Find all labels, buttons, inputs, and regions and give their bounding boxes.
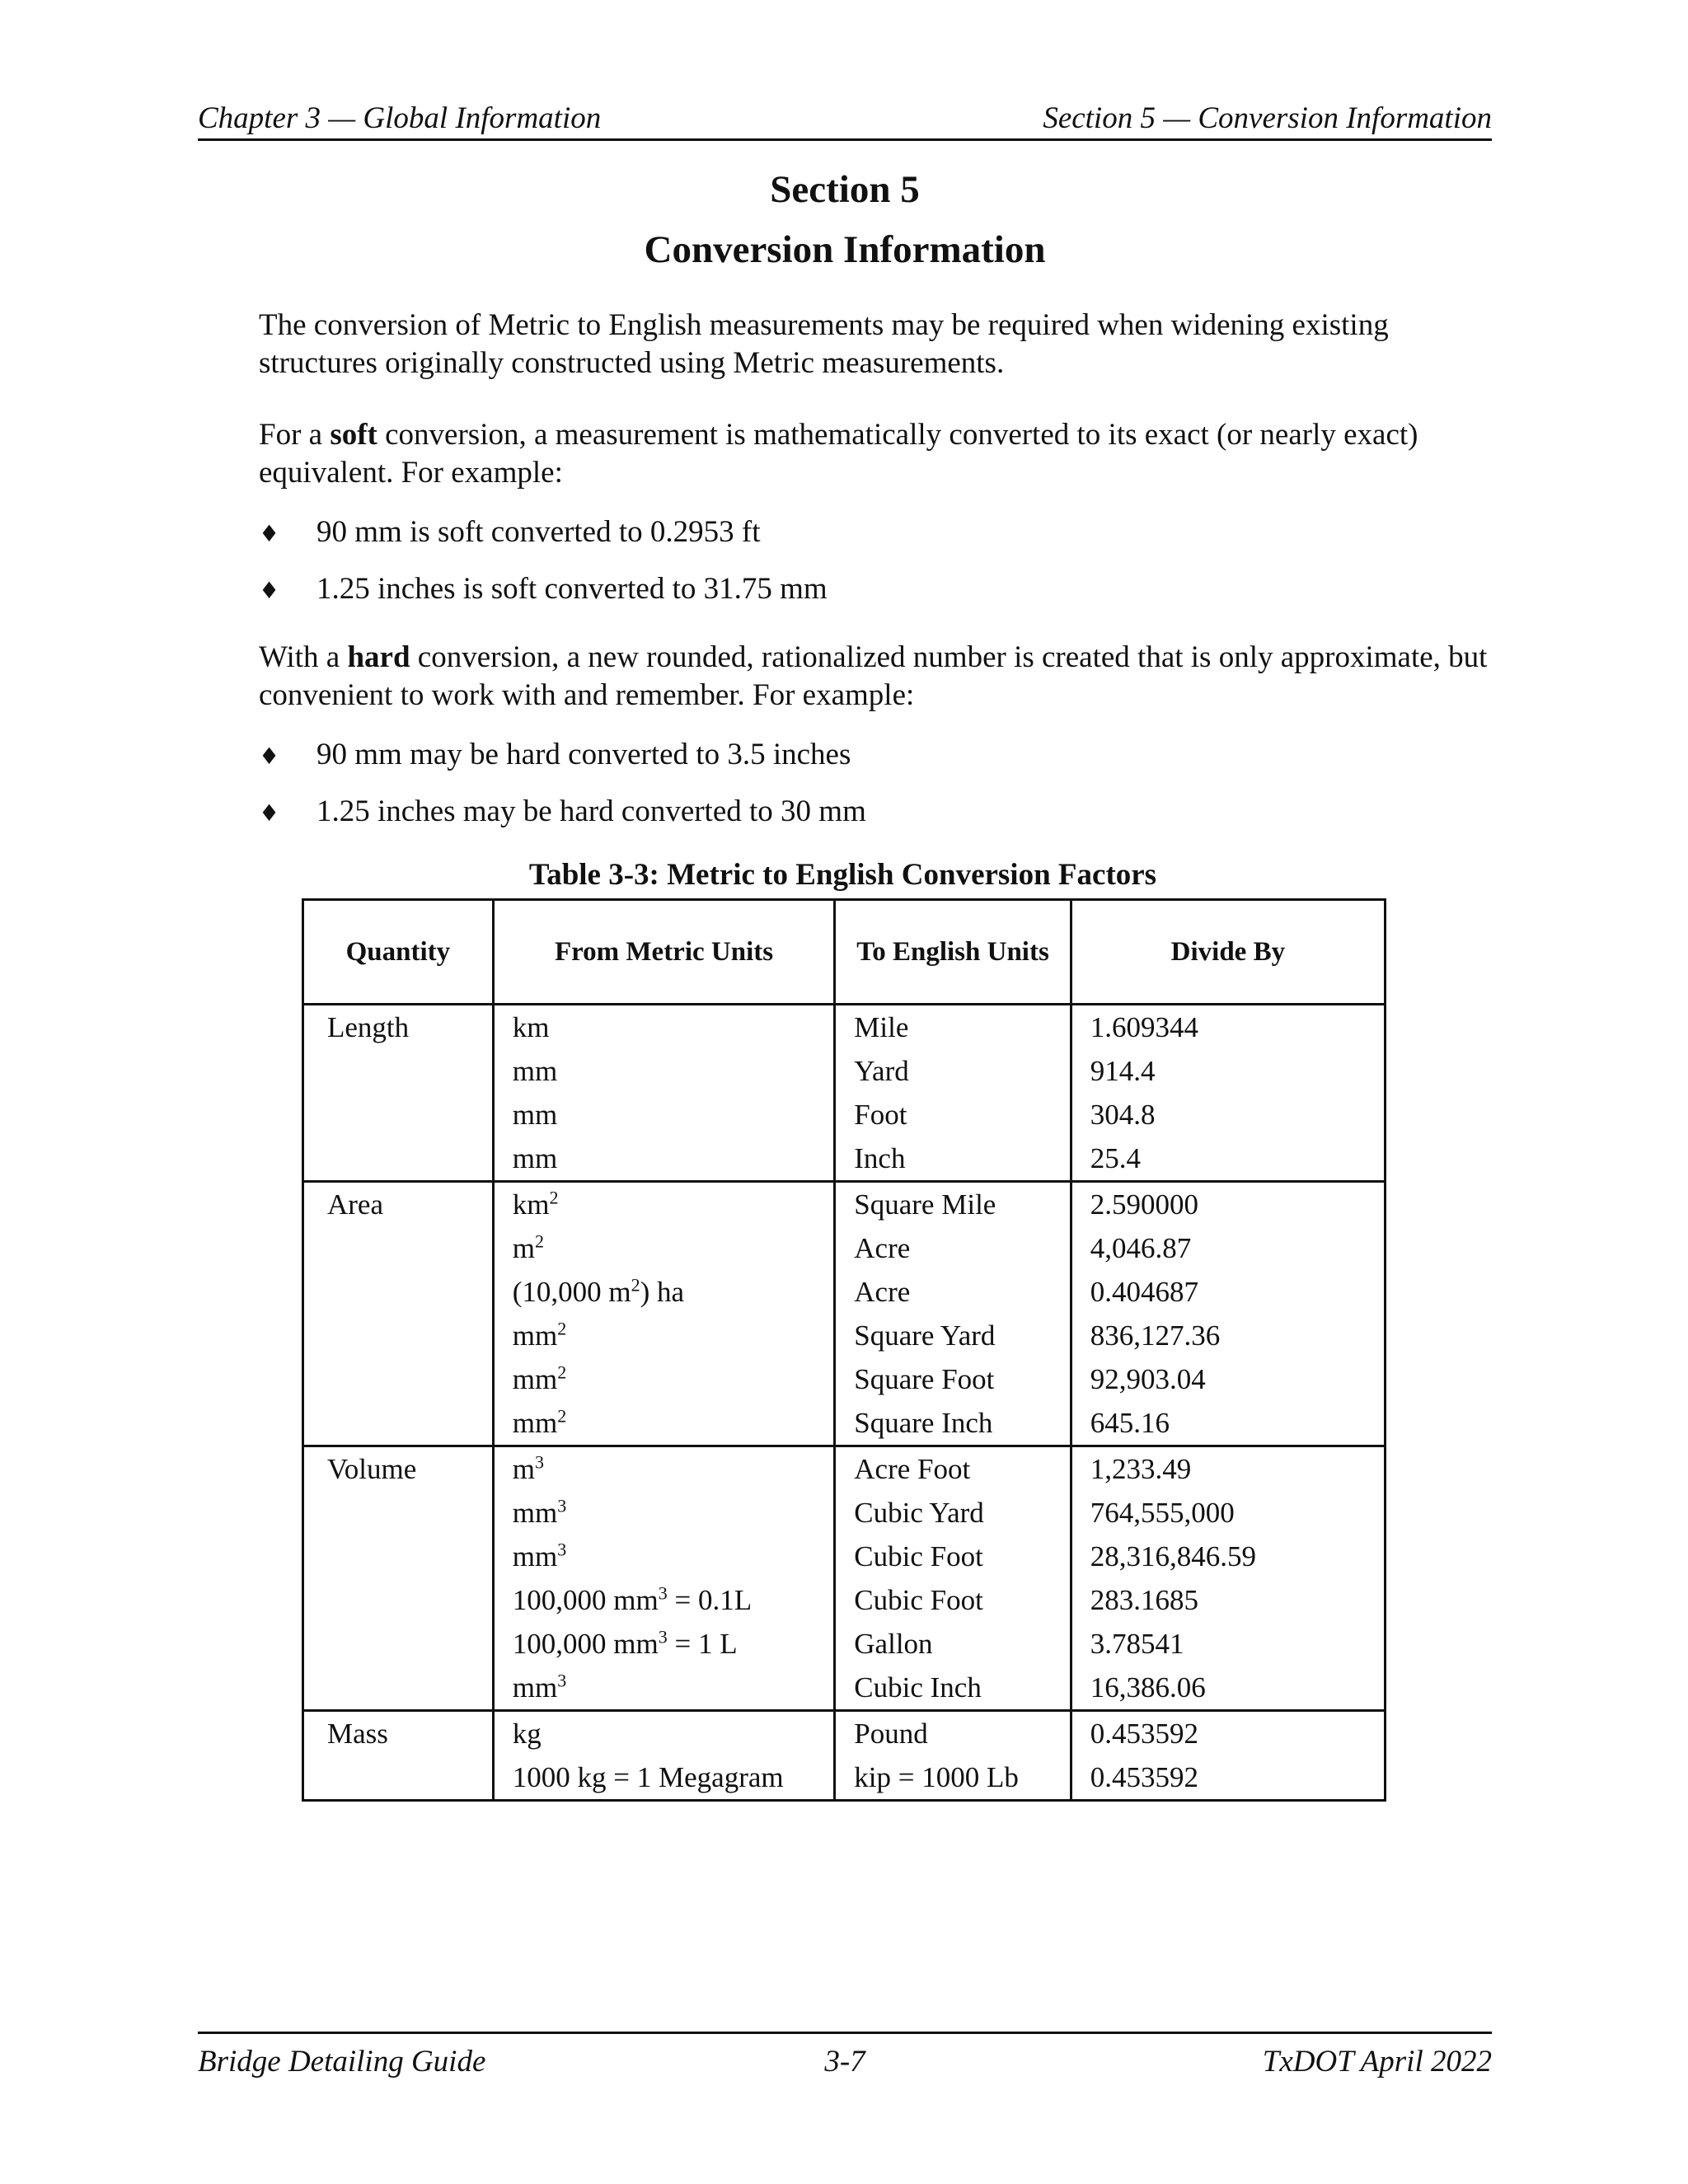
unit-exponent: 3 bbox=[557, 1539, 567, 1560]
divide-by-cell: 0.404687 bbox=[1071, 1270, 1385, 1314]
from-unit-cell bbox=[493, 1182, 835, 1227]
from-unit-text: km bbox=[512, 1188, 550, 1221]
soft-paragraph bbox=[259, 416, 1495, 492]
from-unit-suffix: = 1 L bbox=[667, 1628, 738, 1660]
from-unit-cell bbox=[493, 1401, 835, 1446]
header-chapter: Chapter 3 — Global Information bbox=[198, 101, 602, 135]
from-unit-text: 100,000 mm bbox=[512, 1628, 659, 1660]
diamond-bullet-icon: ♦ bbox=[259, 743, 280, 770]
section-title: Conversion Information bbox=[644, 228, 1046, 271]
table-row bbox=[303, 1755, 1386, 1801]
from-unit-text: kg bbox=[512, 1718, 542, 1750]
divide-by-cell: 3.78541 bbox=[1071, 1622, 1385, 1666]
quantity-cell bbox=[303, 1578, 494, 1622]
table-row bbox=[303, 1491, 1386, 1535]
divide-by-cell: 304.8 bbox=[1071, 1093, 1385, 1137]
from-unit-cell bbox=[493, 1357, 835, 1401]
divide-by-cell: 16,386.06 bbox=[1071, 1666, 1385, 1711]
to-unit-cell: Mile bbox=[835, 1005, 1071, 1050]
quantity-cell bbox=[303, 1314, 494, 1357]
to-unit-cell: Yard bbox=[835, 1049, 1071, 1093]
from-unit-cell bbox=[493, 1226, 835, 1270]
divide-by-cell: 836,127.36 bbox=[1071, 1314, 1385, 1357]
from-unit-cell bbox=[493, 1005, 835, 1050]
soft-keyword: soft bbox=[330, 418, 377, 452]
quantity-cell bbox=[303, 1137, 494, 1182]
table-row bbox=[303, 1005, 1386, 1050]
to-unit-cell: Cubic Foot bbox=[835, 1578, 1071, 1622]
to-unit-cell: Cubic Foot bbox=[835, 1535, 1071, 1578]
from-unit-text: m bbox=[512, 1232, 535, 1264]
quantity-cell bbox=[303, 1357, 494, 1401]
from-unit-cell bbox=[493, 1755, 835, 1801]
from-unit-cell bbox=[493, 1137, 835, 1182]
unit-exponent: 3 bbox=[557, 1670, 567, 1691]
from-unit-text: km bbox=[512, 1011, 550, 1043]
table-caption: Table 3-3: Metric to English Conversion Factors bbox=[528, 858, 1157, 892]
divide-by-cell: 1.609344 bbox=[1071, 1005, 1385, 1050]
quantity-cell bbox=[303, 1535, 494, 1578]
table-header-row bbox=[303, 900, 1386, 1005]
divide-by-cell: 283.1685 bbox=[1071, 1578, 1385, 1622]
quantity-cell: Area bbox=[303, 1182, 494, 1227]
table-row bbox=[303, 1270, 1386, 1314]
table-row bbox=[303, 1314, 1386, 1357]
table-row bbox=[303, 1093, 1386, 1137]
quantity-cell bbox=[303, 1666, 494, 1711]
from-unit-text: mm bbox=[512, 1142, 558, 1174]
quantity-cell bbox=[303, 1093, 494, 1137]
to-unit-cell: Acre Foot bbox=[835, 1446, 1071, 1492]
from-unit-text: 1000 kg = 1 Megagram bbox=[512, 1761, 784, 1793]
to-unit-cell: Square Inch bbox=[835, 1401, 1071, 1446]
divide-by-cell: 92,903.04 bbox=[1071, 1357, 1385, 1401]
unit-exponent: 2 bbox=[631, 1274, 640, 1296]
soft-prefix: For a bbox=[259, 418, 331, 452]
quantity-cell: Mass bbox=[303, 1711, 494, 1756]
quantity-cell: Length bbox=[303, 1005, 494, 1050]
table-row bbox=[303, 1578, 1386, 1622]
footer-title: Bridge Detailing Guide bbox=[198, 2045, 486, 2079]
table-row bbox=[303, 1622, 1386, 1666]
to-unit-cell: Gallon bbox=[835, 1622, 1071, 1666]
from-unit-cell bbox=[493, 1578, 835, 1622]
from-unit-cell bbox=[493, 1666, 835, 1711]
page-header bbox=[198, 97, 1492, 141]
soft-suffix: conversion, a measurement is mathematically converted to its exact (or nearly exact) equivalent. For example: bbox=[259, 418, 1418, 490]
hard-keyword: hard bbox=[347, 640, 410, 674]
to-unit-cell: Foot bbox=[835, 1093, 1071, 1137]
column-header-from: From Metric Units bbox=[493, 900, 835, 1005]
divide-by-cell: 0.453592 bbox=[1071, 1755, 1385, 1801]
unit-exponent: 3 bbox=[557, 1495, 567, 1516]
from-unit-text: mm bbox=[512, 1055, 558, 1087]
page-number: 3-7 bbox=[824, 2045, 865, 2079]
diamond-bullet-icon: ♦ bbox=[259, 577, 280, 604]
from-unit-cell bbox=[493, 1049, 835, 1093]
to-unit-cell: Cubic Inch bbox=[835, 1666, 1071, 1711]
from-unit-text: 100,000 mm bbox=[512, 1584, 659, 1616]
divide-by-cell: 645.16 bbox=[1071, 1401, 1385, 1446]
unit-exponent: 3 bbox=[658, 1626, 668, 1647]
table-row bbox=[303, 1535, 1386, 1578]
from-unit-cell bbox=[493, 1491, 835, 1535]
from-unit-text: mm bbox=[512, 1407, 558, 1439]
from-unit-cell bbox=[493, 1622, 835, 1666]
hard-suffix: conversion, a new rounded, rationalized number is created that is only approximate, but convenient to work with and remember. For example: bbox=[259, 640, 1488, 712]
header-section: Section 5 — Conversion Information bbox=[1043, 101, 1492, 135]
bullet-text: 90 mm is soft converted to 0.2953 ft bbox=[316, 515, 761, 549]
from-unit-cell bbox=[493, 1270, 835, 1314]
table-row bbox=[303, 1049, 1386, 1093]
from-unit-text: mm bbox=[512, 1099, 558, 1131]
hard-prefix: With a bbox=[259, 640, 348, 674]
divide-by-cell: 764,555,000 bbox=[1071, 1491, 1385, 1535]
from-unit-text: m bbox=[512, 1453, 535, 1485]
diamond-bullet-icon: ♦ bbox=[259, 520, 280, 547]
quantity-cell: Volume bbox=[303, 1446, 494, 1492]
to-unit-cell: Acre bbox=[835, 1270, 1071, 1314]
to-unit-cell: Pound bbox=[835, 1711, 1071, 1756]
table-row bbox=[303, 1137, 1386, 1182]
table-row bbox=[303, 1182, 1386, 1227]
table-row bbox=[303, 1666, 1386, 1711]
unit-exponent: 2 bbox=[557, 1361, 567, 1383]
bullet-text: 1.25 inches may be hard converted to 30 mm bbox=[316, 794, 866, 828]
column-header-to: To English Units bbox=[835, 900, 1071, 1005]
quantity-cell bbox=[303, 1755, 494, 1801]
from-unit-text: mm bbox=[512, 1319, 558, 1352]
conversion-table bbox=[302, 898, 1386, 1802]
to-unit-cell: Square Foot bbox=[835, 1357, 1071, 1401]
to-unit-cell: kip = 1000 Lb bbox=[835, 1755, 1071, 1801]
from-unit-suffix: = 0.1L bbox=[667, 1584, 753, 1616]
quantity-cell bbox=[303, 1049, 494, 1093]
from-unit-text: (10,000 m bbox=[512, 1276, 631, 1308]
bullet-text: 90 mm may be hard converted to 3.5 inches bbox=[316, 738, 851, 771]
column-header-divide: Divide By bbox=[1071, 900, 1385, 1005]
divide-by-cell: 2.590000 bbox=[1071, 1182, 1385, 1227]
table-row bbox=[303, 1357, 1386, 1401]
from-unit-cell bbox=[493, 1093, 835, 1137]
to-unit-cell: Acre bbox=[835, 1226, 1071, 1270]
column-header-quantity: Quantity bbox=[303, 900, 494, 1005]
from-unit-cell bbox=[493, 1314, 835, 1357]
hard-paragraph bbox=[259, 639, 1495, 715]
bullet-text: 1.25 inches is soft converted to 31.75 mm bbox=[316, 572, 828, 606]
table-row bbox=[303, 1226, 1386, 1270]
quantity-cell bbox=[303, 1401, 494, 1446]
from-unit-text: mm bbox=[512, 1363, 558, 1395]
table-row bbox=[303, 1401, 1386, 1446]
unit-exponent: 3 bbox=[658, 1582, 668, 1604]
intro-paragraph: The conversion of Metric to English measurements may be required when widening existing structures originally constructed using Metric measurements. bbox=[259, 308, 1389, 380]
to-unit-cell: Inch bbox=[835, 1137, 1071, 1182]
from-unit-suffix: ) ha bbox=[640, 1276, 685, 1308]
from-unit-text: mm bbox=[512, 1497, 558, 1529]
from-unit-cell bbox=[493, 1446, 835, 1492]
unit-exponent: 2 bbox=[557, 1405, 567, 1427]
to-unit-cell: Square Mile bbox=[835, 1182, 1071, 1227]
table-row bbox=[303, 1446, 1386, 1492]
quantity-cell bbox=[303, 1226, 494, 1270]
footer-date: TxDOT April 2022 bbox=[1262, 2045, 1492, 2079]
divide-by-cell: 0.453592 bbox=[1071, 1711, 1385, 1756]
quantity-cell bbox=[303, 1491, 494, 1535]
table-row bbox=[303, 1711, 1386, 1756]
divide-by-cell: 914.4 bbox=[1071, 1049, 1385, 1093]
diamond-bullet-icon: ♦ bbox=[259, 799, 280, 827]
unit-exponent: 2 bbox=[557, 1318, 567, 1339]
divide-by-cell: 4,046.87 bbox=[1071, 1226, 1385, 1270]
divide-by-cell: 25.4 bbox=[1071, 1137, 1385, 1182]
divide-by-cell: 1,233.49 bbox=[1071, 1446, 1385, 1492]
unit-exponent: 2 bbox=[535, 1230, 544, 1252]
to-unit-cell: Square Yard bbox=[835, 1314, 1071, 1357]
quantity-cell bbox=[303, 1622, 494, 1666]
from-unit-text: mm bbox=[512, 1671, 558, 1704]
from-unit-text: mm bbox=[512, 1540, 558, 1572]
unit-exponent: 2 bbox=[549, 1187, 559, 1208]
from-unit-cell bbox=[493, 1535, 835, 1578]
section-number: Section 5 bbox=[770, 168, 920, 211]
divide-by-cell: 28,316,846.59 bbox=[1071, 1535, 1385, 1578]
from-unit-cell bbox=[493, 1711, 835, 1756]
to-unit-cell: Cubic Yard bbox=[835, 1491, 1071, 1535]
unit-exponent: 3 bbox=[535, 1451, 544, 1473]
page-footer bbox=[198, 2032, 1492, 2083]
quantity-cell bbox=[303, 1270, 494, 1314]
